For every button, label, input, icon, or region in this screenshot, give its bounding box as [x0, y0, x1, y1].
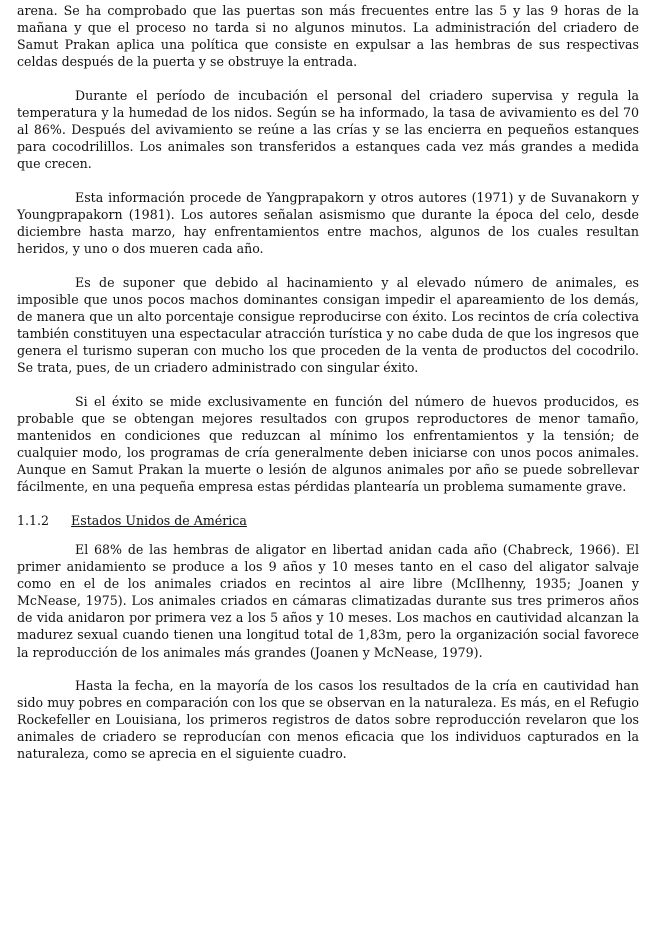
- paragraph-continuation: arena. Se ha comprobado que las puertas son más frecuentes entre las 5 y las 9 horas de la mañana y que el proceso no tarda si no algunos minutos. La administración del criadero de Samut Prakan aplica una política que consiste en expulsar a las hembras de sus respectivas celdas después de la puerta y se obstruye la entrada.: [17, 3, 639, 70]
- paragraph-sources: Esta información procede de Yangprapakorn y otros autores (1971) y de Suvanakorn y Youngprapakorn (1981). Los autores señalan asismismo que durante la época del celo, desde diciembre hasta marzo, hay enfrentamientos entre machos, algunos de los cuales resultan heridos, y uno o dos mueren cada año.: [17, 189, 639, 257]
- section-heading: [17, 512, 639, 529]
- paragraph-incubation: Durante el período de incubación el personal del criadero supervisa y regula la temperatura y la humedad de los nidos. Según se ha informado, la tasa de avivamiento es del 70 al 86%. Después del avivamiento se reúne a las crías y se las encierra en pequeños estanques para cocodrilillos. Los animales son transferidos a estanques cada vez más grandes a medida que crecen.: [17, 87, 639, 172]
- document-page: [17, 2, 639, 779]
- paragraph-captive-results: Hasta la fecha, en la mayoría de los casos los resultados de la cría en cautividad han sido muy pobres en comparación con los que se observan en la naturaleza. Es más, en el Refugio Rockefeller en Louisiana, los primeros registros de datos sobre reproducción revelaron que los animales de criadero se reproducían con menos eficacia que los individuos capturados en la naturaleza, como se aprecia en el siguiente cuadro.: [17, 678, 639, 762]
- paragraph-success: Si el éxito se mide exclusivamente en función del número de huevos producidos, es probable que se obtengan mejores resultados con grupos reproductores de menor tamaño, mantenidos en condiciones que reduzcan al mínimo los enfrentamientos y la tensión; de cualquier modo, los programas de cría generalmente deben iniciarse con unos pocos animales. Aunque en Samut Prakan la muerte o lesión de algunos animales por año se puede sobrellevar fácilmente, en una pequeña empresa estas pérdidas plantearía un problema sumamente grave.: [17, 393, 639, 495]
- section-title: Estados Unidos de América: [71, 512, 247, 528]
- section-number: 1.1.2: [17, 512, 50, 528]
- paragraph-alligator-nesting: El 68% de las hembras de aligator en libertad anidan cada año (Chabreck, 1966). El primer anidamiento se produce a los 9 años y 10 meses tanto en el caso del aligator salvaje como en el de los animales criados en recintos al aire libre (McIlhenny, 1935; Joanen y McNease, 1975). Los animales criados en cámaras climatizadas durante sus tres primeros años de vida anidaron por primera vez a los 5 años y 10 meses. Los machos en cautividad alcanzan la madurez sexual cuando tienen una longitud total de 1,83m, pero la organización social favorece la reproducción de los animales más grandes (Joanen y McNease, 1979).: [17, 541, 639, 660]
- paragraph-crowding: Es de suponer que debido al hacinamiento y al elevado número de animales, es imposible que unos pocos machos dominantes consigan impedir el apareamiento de los demás, de manera que un alto porcentaje consigue reproducirse con éxito. Los recintos de cría colectiva también constituyen una espectacular atracción turística y no cabe duda de que los ingresos que genera el turismo superan con mucho los que proceden de la venta de productos del cocodrilo. Se trata, pues, de un criadero administrado con singular éxito.: [17, 274, 639, 376]
